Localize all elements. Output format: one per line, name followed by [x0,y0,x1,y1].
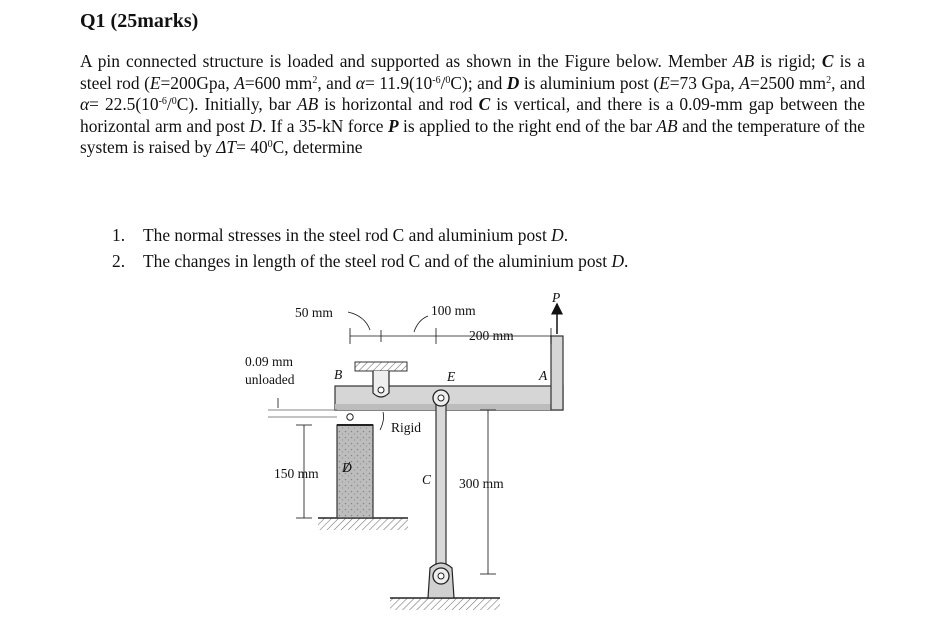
item-number: 1. [112,225,126,245]
label-b: B [334,367,343,382]
var-d: D [611,251,625,271]
superscript: 2 [826,74,832,86]
item-text: The changes in length of the steel rod C and of the aluminium post [143,251,612,271]
text-run: = 40 [236,137,268,157]
pin-e [433,390,449,406]
var-alpha: α [355,72,365,93]
var-c: C [478,94,491,114]
superscript: -6 [432,74,441,86]
gap-pin [347,414,353,420]
dim-100-label: 100 mm [431,303,476,318]
text-run: C). Initially, bar [176,94,297,114]
text-run: , and [317,72,356,93]
text-run: , and [831,72,866,93]
list-item [112,248,628,274]
task-list [112,222,628,274]
text-run: =200Gpa, [160,72,235,93]
superscript: -6 [158,96,167,107]
text-run: / [440,72,446,93]
var-ab: AB [733,51,755,71]
text-run: A pin connected structure is loaded and supported as shown in the Figure below. Member [80,51,734,71]
text-run: =2500 mm [749,72,827,93]
var-e: E [149,72,161,93]
var-ab: AB [656,115,678,136]
label-c: C [422,472,432,487]
gap-label-line1: 0.09 mm [245,354,294,369]
text-run: is vertical, and there is a 0.09-mm gap between the horizontal arm and post [80,94,865,136]
dim-150-label: 150 mm [274,466,319,481]
var-a: A [739,72,750,93]
var-e: E [659,72,670,93]
text-run: is horizontal and rod [318,94,479,114]
label-d: D [342,460,352,475]
text-run: is aluminium post ( [519,72,660,93]
superscript: 0 [445,74,451,86]
text-run: / [166,94,172,114]
item-text: . [624,251,629,271]
dim-200-label: 200 mm [469,328,514,343]
var-alpha: α [80,94,90,114]
label-p: P [552,290,561,305]
item-text: The normal stresses in the steel rod C and aluminium post [143,225,552,245]
superscript: 2 [312,74,318,86]
superscript: 0 [267,139,273,150]
question-title: Q1 (25marks) [80,10,199,32]
text-run: C, determine [272,137,363,157]
text-run: . If a 35-kN force [261,115,388,136]
text-run: is applied to the right end of the bar [398,115,657,136]
text-run: and the temperature of the system is raised by [80,115,865,157]
list-item [112,222,628,248]
var-d: D [249,115,262,136]
text-run: C); and [450,72,507,93]
label-rigid: Rigid [391,420,422,435]
text-run: is rigid; [754,51,822,71]
var-c: C [821,51,834,71]
label-a: A [539,368,548,383]
steel-rod-c [436,398,446,574]
text-run: = 11.9(10 [364,72,433,93]
var-delta-t: ΔT [216,137,237,157]
gap-label-line2: unloaded [245,372,295,387]
text-run: is a steel rod ( [80,51,866,93]
var-p: P [387,115,399,136]
item-number: 2. [112,251,126,271]
text-run: = 22.5(10 [89,94,159,114]
label-e: E [447,369,456,384]
var-d: D [551,225,564,245]
ground-c [390,598,500,610]
var-ab: AB [296,94,319,114]
text-run: =73 Gpa, [669,72,740,93]
dim-300-label: 300 mm [459,476,504,491]
ground-d [318,518,408,530]
vertical-arm-a [551,336,563,410]
item-text: . [563,225,569,245]
structure-figure [230,280,590,625]
dim-50-label: 50 mm [295,305,333,320]
var-a: A [234,72,245,93]
superscript: 0 [171,96,177,107]
text-run: =600 mm [244,72,313,93]
problem-statement [80,51,865,159]
pin-support-c [428,563,454,598]
var-d: D [506,72,520,93]
